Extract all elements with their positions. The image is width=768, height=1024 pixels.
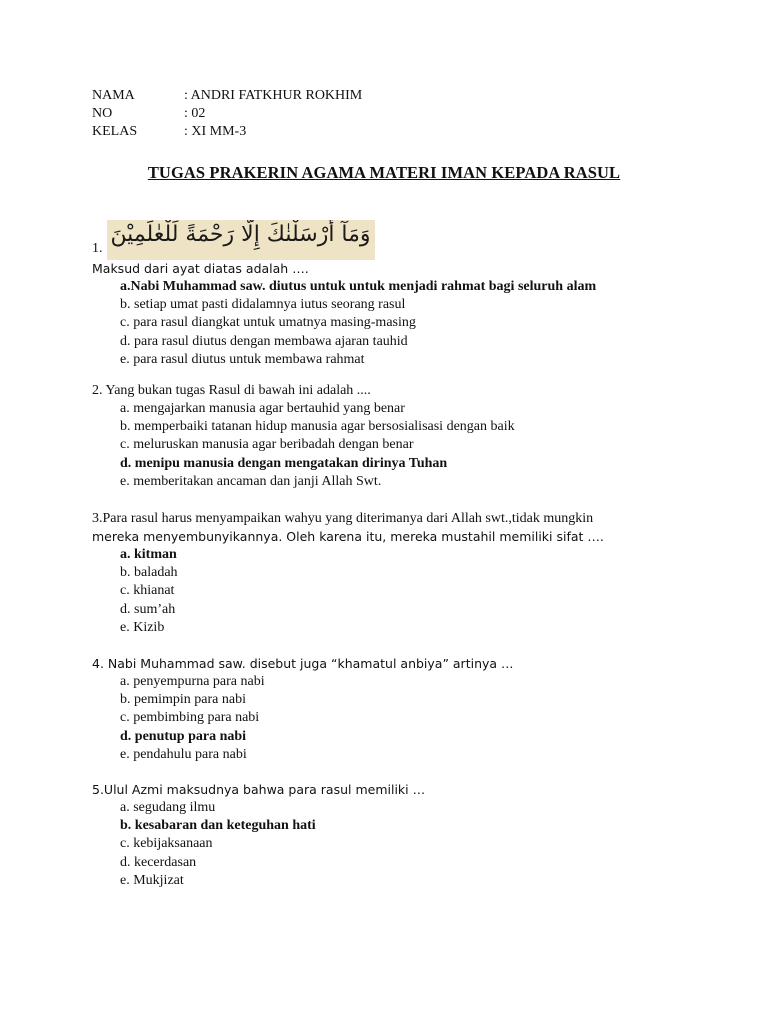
option-b-correct: b. kesabaran dan keteguhan hati [120,818,316,834]
question-stem: 4. Nabi Muhammad saw. disebut juga “khamatul anbiya” artinya … [92,656,514,671]
info-row-class [92,123,362,141]
question-number: 1. [92,241,103,256]
question-stem: 3.Para rasul harus menyampaikan wahyu yang diterimanya dari Allah swt.,tidak mungkin [92,511,594,526]
option-d: d. sum’ah [120,601,176,617]
question-stem-continued: mereka menyembunyikannya. Oleh karena itu, mereka mustahil memiliki sifat …. [92,529,604,544]
question-3 [92,510,676,637]
verse-line [92,220,676,260]
option-c: c. meluruskan manusia agar beribadah dengan benar [120,437,414,453]
option-e: e. para rasul diutus untuk membawa rahmat [120,351,365,367]
info-label: NO [92,106,113,121]
option-d: d. kecerdasan [120,854,197,870]
info-row-name [92,87,362,105]
info-value: : ANDRI FATKHUR ROKHIM [184,88,363,103]
option-e: e. Mukjizat [120,872,184,888]
option-c: c. kebijaksanaan [120,836,213,852]
option-c: c. para rasul diangkat untuk umatnya masing-masing [120,315,416,331]
student-info [92,87,362,141]
info-label: KELAS [92,124,138,139]
question-1 [92,220,676,369]
option-a: a. mengajarkan manusia agar bertauhid yang benar [120,401,405,416]
info-value: : 02 [184,106,206,121]
option-b: b. setiap umat pasti didalamnya iutus seorang rasul [120,297,406,313]
option-d-correct: d. menipu manusia dengan mengatakan dirinya Tuhan [120,455,448,471]
question-2 [92,382,676,491]
option-a-correct: a. kitman [120,547,177,562]
question-stem: Maksud dari ayat diatas adalah …. [92,261,309,276]
option-c: c. pembimbing para nabi [120,710,260,726]
quran-verse-image [107,220,375,260]
option-b: b. memperbaiki tatanan hidup manusia agar bersosialisasi dengan baik [120,419,515,435]
question-5 [92,781,676,890]
option-c: c. khianat [120,583,175,599]
option-d-correct: d. penutup para nabi [120,728,247,744]
info-value: : XI MM-3 [184,124,247,139]
info-label: NAMA [92,88,135,103]
arabic-verse: وَمَآ أَرْسَلْنٰكَ إِلَّا رَحْمَةً لِّلْعٰلَمِيْنَ [110,222,371,247]
option-b: b. pemimpin para nabi [120,692,246,708]
option-a: a. segudang ilmu [120,800,216,815]
question-4 [92,655,676,764]
option-a: a. penyempurna para nabi [120,674,265,689]
question-stem: 5.Ulul Azmi maksudnya bahwa para rasul memiliki … [92,782,426,797]
option-e: e. memberitakan ancaman dan janji Allah Swt. [120,473,382,489]
option-b: b. baladah [120,565,178,581]
option-d: d. para rasul diutus dengan membawa ajaran tauhid [120,333,408,349]
document-title: TUGAS PRAKERIN AGAMA MATERI IMAN KEPADA RASUL [147,163,621,182]
info-row-number [92,105,362,123]
option-e: e. pendahulu para nabi [120,746,247,762]
option-a-correct: a.Nabi Muhammad saw. diutus untuk untuk menjadi rahmat bagi seluruh alam [120,279,597,294]
option-e: e. Kizib [120,619,165,635]
question-stem: 2. Yang bukan tugas Rasul di bawah ini adalah .... [92,383,371,398]
